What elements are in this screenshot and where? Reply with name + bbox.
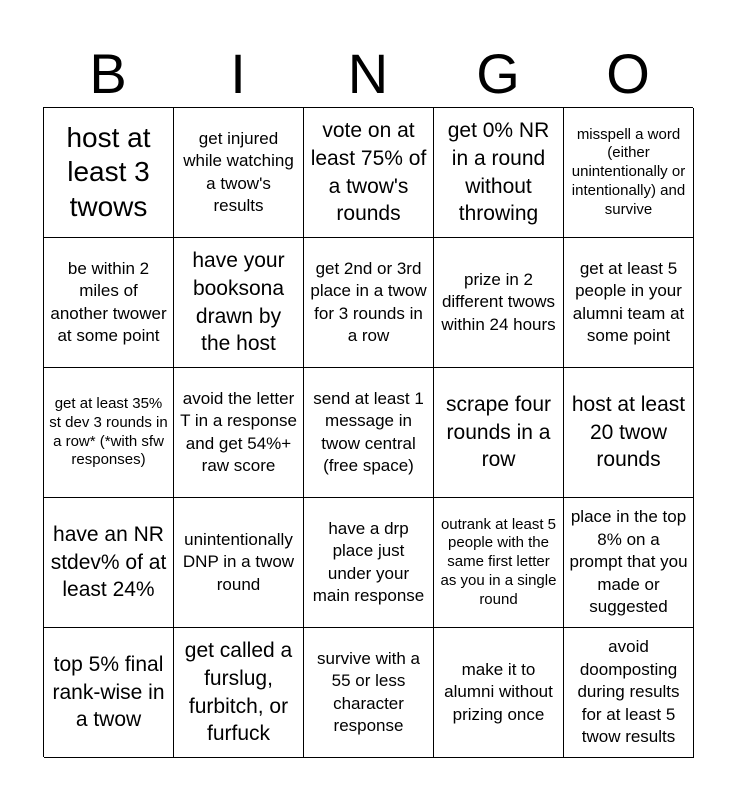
bingo-cell[interactable] bbox=[44, 108, 174, 238]
cell-text: get 2nd or 3rd place in a twow for 3 rounds in a row bbox=[310, 258, 427, 345]
bingo-cell[interactable] bbox=[174, 108, 304, 238]
bingo-cell[interactable] bbox=[304, 368, 434, 498]
bingo-cell[interactable] bbox=[44, 238, 174, 368]
cell-text: host at least 20 twow rounds bbox=[571, 392, 686, 472]
cell-text: get injured while watching a twow's results bbox=[183, 128, 294, 215]
bingo-cell[interactable] bbox=[434, 498, 564, 628]
bingo-cell[interactable] bbox=[174, 498, 304, 628]
cell-text: host at least 3 twows bbox=[66, 122, 151, 222]
cell-text: get 0% NR in a round without throwing bbox=[447, 118, 550, 226]
bingo-cell[interactable] bbox=[304, 108, 434, 238]
cell-text: outrank at least 5 people with the same first letter as you in a single round bbox=[440, 515, 557, 608]
cell-text: top 5% final rank-wise in a twow bbox=[52, 652, 165, 732]
header-letter-b: B bbox=[89, 42, 127, 105]
bingo-cell[interactable] bbox=[434, 238, 564, 368]
cell-text: be within 2 miles of another twower at some point bbox=[50, 258, 167, 345]
bingo-cell[interactable] bbox=[44, 498, 174, 628]
header-letter-g: G bbox=[476, 42, 520, 105]
bingo-cell[interactable] bbox=[304, 628, 434, 758]
cell-text: prize in 2 different twows within 24 hours bbox=[441, 269, 556, 334]
bingo-header bbox=[43, 40, 693, 108]
cell-text: have your booksona drawn by the host bbox=[192, 248, 285, 356]
bingo-cell[interactable] bbox=[174, 628, 304, 758]
bingo-cell[interactable] bbox=[174, 368, 304, 498]
header-letter-n: N bbox=[347, 42, 389, 105]
cell-text: scrape four rounds in a row bbox=[445, 392, 552, 472]
bingo-cell[interactable] bbox=[304, 238, 434, 368]
bingo-cell[interactable] bbox=[44, 368, 174, 498]
bingo-cell[interactable] bbox=[434, 368, 564, 498]
cell-text: get at least 35% st dev 3 rounds in a row* (*with sfw responses) bbox=[49, 395, 168, 469]
cell-text: survive with a 55 or less character response bbox=[317, 648, 420, 735]
bingo-cell[interactable] bbox=[564, 628, 694, 758]
bingo-cell[interactable] bbox=[564, 368, 694, 498]
bingo-cell[interactable] bbox=[44, 628, 174, 758]
cell-text: avoid the letter T in a response and get 54%+ raw score bbox=[180, 388, 297, 475]
cell-text: have an NR stdev% of at least 24% bbox=[50, 522, 167, 602]
bingo-cell[interactable] bbox=[174, 238, 304, 368]
cell-text: misspell a word (either unintentionally or intentionally) and survive bbox=[571, 125, 686, 218]
bingo-cell[interactable] bbox=[434, 108, 564, 238]
header-letter-i: I bbox=[230, 42, 246, 105]
cell-text: get called a furslug, furbitch, or furfuck bbox=[184, 638, 293, 746]
cell-text: get at least 5 people in your alumni team at some point bbox=[572, 258, 685, 345]
cell-text: place in the top 8% on a prompt that you made or suggested bbox=[569, 507, 688, 617]
cell-text: send at least 1 message in twow central (free space) bbox=[313, 388, 424, 475]
bingo-cell[interactable] bbox=[564, 108, 694, 238]
bingo-board bbox=[43, 107, 693, 757]
cell-text: avoid doomposting during results for at least 5 twow results bbox=[577, 637, 680, 747]
header-letter-o: O bbox=[606, 42, 650, 105]
bingo-cell[interactable] bbox=[304, 498, 434, 628]
cell-text: have a drp place just under your main response bbox=[312, 518, 425, 605]
cell-text: unintentionally DNP in a twow round bbox=[182, 529, 295, 594]
bingo-cell[interactable] bbox=[564, 498, 694, 628]
cell-text: make it to alumni without prizing once bbox=[444, 659, 553, 724]
bingo-cell[interactable] bbox=[564, 238, 694, 368]
bingo-cell[interactable] bbox=[434, 628, 564, 758]
cell-text: vote on at least 75% of a twow's rounds bbox=[310, 118, 427, 226]
